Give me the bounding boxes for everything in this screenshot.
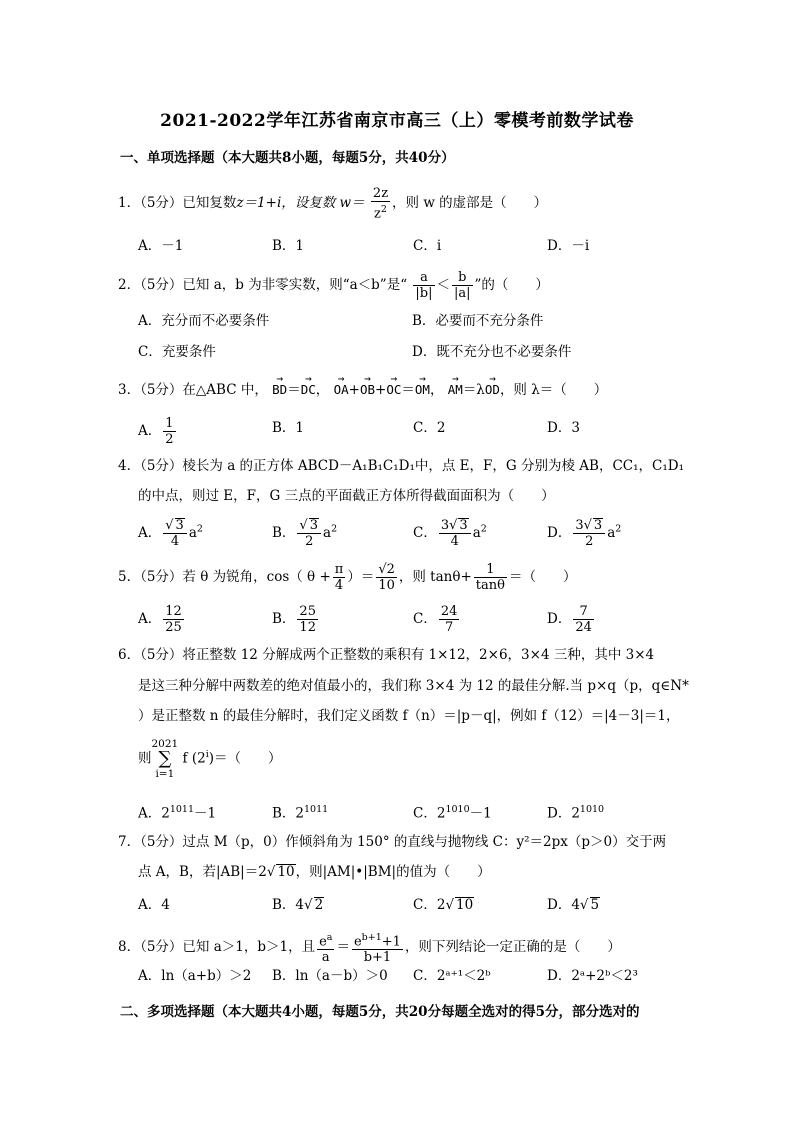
fraction: $\frac{e^{b+1}+1}{b+1}$ (353, 932, 401, 966)
vector: → OA (334, 380, 349, 400)
q5-option-d: D． $\frac{7}{24}$ (547, 604, 592, 635)
q6-option-c: C．$2^{1010}-1$ (413, 804, 492, 822)
q3-option-b: B．1 (272, 420, 305, 436)
fraction: $\frac{2z}{z^2}$ (372, 186, 389, 222)
question-5-stem: 5．（5分）若 θ 为锐角，cos（ θ + $\frac{\pi}{4}$ ）＝ $\frac{√2}{10}$ ，则 tanθ+ $\frac{1}{\tan\theta}$ ＝（ ） (118, 562, 577, 593)
fraction: $\frac{7}{24}$ (575, 604, 592, 635)
section-heading-multiple-choice: 二、多项选择题（本大题共4小题，每题5分，共20分每题全选对的得5分，部分选对的 (120, 1004, 640, 1020)
q7-option-c: C．2√ 10 (413, 895, 474, 915)
exam-title: 2021-2022学年江苏省南京市高三（上）零模考前数学试卷 (160, 111, 634, 131)
fraction: $\frac{√2}{10}$ (378, 562, 395, 593)
fraction: √ $\frac{3}{2}$ (297, 518, 321, 549)
q7-option-b: B．4√ 2 (272, 895, 324, 915)
vector: → BD (272, 380, 287, 400)
q6-option-d: D．$2^{1010}$ (547, 804, 605, 822)
question-6-line-4: 则2021 ∑ i=1 f $(2^i)=$（ ） (138, 738, 282, 780)
vector: → OB (360, 380, 375, 400)
fraction: $\frac{3√ 3}{4}$ (439, 518, 471, 549)
vector: → OM (415, 380, 430, 400)
q1-option-c: C．i (413, 238, 442, 254)
question-1-stem: 1．（5分）已知复数z＝1+i，设复数 w＝ $\frac{2z}{z^2}$ ，则 w 的虚部是（ ） (118, 186, 548, 222)
fraction: $\frac{\pi}{4}$ (334, 562, 344, 593)
section-heading-single-choice: 一、单项选择题（本大题共8小题，每题5分，共40分） (120, 150, 455, 166)
q2-option-b: B．必要而不充分条件 (412, 313, 544, 329)
fraction: $\frac{a}{|b|}$ (415, 270, 433, 301)
question-6-line-3: ）是正整数 n 的最佳分解时，我们定义函数 f（n）＝|p－q|，例如 f（12）＝|4－3|＝1， (138, 708, 680, 724)
q4-option-c: C． $\frac{3√ 3}{4}$ $a^2$ (413, 518, 487, 549)
vector: → OD (485, 380, 500, 400)
q3-option-c: C．2 (413, 420, 446, 436)
question-3-stem: 3．（5分）在△ABC 中， → BD＝→ DC， → OA+→ OB+→ OC＝→ OM， → AM＝λ→ OD，则 λ＝（ ） (118, 380, 607, 400)
q8-option-a: A．ln（a+b）＞2 (138, 968, 252, 984)
q5-option-a: A． $\frac{12}{25}$ (138, 604, 182, 635)
vector: → AM (448, 380, 463, 400)
q2-option-d: D．既不充分也不必要条件 (412, 344, 572, 360)
vector: → OC (386, 380, 401, 400)
q6-option-b: B．$2^{1011}$ (272, 804, 329, 822)
q2-option-a: A．充分而不必要条件 (138, 313, 270, 329)
q7-option-a: A．4 (138, 897, 170, 913)
q1-option-b: B．1 (272, 238, 305, 254)
fraction: $\frac{3√ 3}{2}$ (573, 518, 605, 549)
question-6-line-1: 6．（5分）将正整数 12 分解成两个正整数的乘积有 1×12，2×6，3×4 三种，其中 3×4 (118, 647, 655, 663)
fraction: $\frac{1}{2}$ (165, 416, 174, 447)
fraction: $\frac{b}{|a|}$ (454, 270, 471, 301)
fraction: $\frac{24}{7}$ (440, 604, 458, 635)
fraction: $\frac{12}{25}$ (165, 604, 182, 635)
question-7-line-2: 点 A，B，若|AB|＝2√ 10，则|AM|•|BM|的值为（ ） (138, 862, 491, 882)
q4-option-b: B． √ $\frac{3}{2}$ $a^2$ (272, 518, 337, 549)
q5-option-c: C． $\frac{24}{7}$ (413, 604, 458, 635)
question-4-line-2: 的中点，则过 E，F，G 三点的平面截正方体所得截面面积为（ ） (138, 488, 555, 504)
question-7-line-1: 7．（5分）过点 M（p，0）作倾斜角为 150° 的直线与抛物线 C：y²＝2px（p＞0）交于两 (118, 834, 667, 850)
fraction: $\frac{e^a}{a}$ (319, 932, 333, 966)
q5-option-b: B． $\frac{25}{12}$ (272, 604, 316, 635)
q8-option-d: D．2ᵃ+2ᵇ＜2³ (547, 968, 638, 984)
q6-option-a: A．$2^{1011}-1$ (138, 804, 217, 822)
summation: 2021 ∑ i=1 (151, 738, 179, 780)
q4-option-a: A． √ $\frac{3}{4}$ $a^2$ (138, 518, 203, 549)
q1-option-d: D．－i (547, 238, 590, 254)
q3-option-d: D．3 (547, 420, 580, 436)
q4-option-d: D． $\frac{3√ 3}{2}$ $a^2$ (547, 518, 621, 549)
q8-option-c: C．2ᵃ⁺¹＜2ᵇ (413, 968, 491, 984)
q7-option-d: D．4√ 5 (547, 895, 600, 915)
question-2-stem: 2．（5分）已知 a，b 为非零实数，则“a＜b”是“ $\frac{a}{|b|}$ ＜ $\frac{b}{|a|}$ ”的（ ） (118, 270, 549, 301)
q2-option-c: C．充要条件 (138, 344, 216, 360)
fraction: $\frac{25}{12}$ (299, 604, 316, 635)
q1-option-a: A．－1 (138, 238, 184, 254)
question-4-line-1: 4．（5分）棱长为 a 的正方体 ABCD－A₁B₁C₁D₁中，点 E，F，G 分别为棱 AB，CC₁，C₁D₁ (118, 458, 684, 474)
fraction: √ $\frac{3}{4}$ (163, 518, 187, 549)
fraction: $\frac{1}{\tan\theta}$ (475, 562, 505, 593)
q8-option-b: B．ln（a－b）＞0 (272, 968, 388, 984)
question-6-line-2: 是这三种分解中两数差的绝对值最小的，我们称 3×4 为 12 的最佳分解.当 p×q（p，q∈N* (138, 678, 689, 694)
q3-option-a: A． $\frac{1}{2}$ (138, 416, 174, 447)
question-8-stem: 8．（5分）已知 a＞1，b＞1，且 $\frac{e^a}{a}$ ＝ $\frac{e^{b+1}+1}{b+1}$ ，则下列结论一定正确的是（ ） (118, 932, 621, 966)
vector: → DC (301, 380, 316, 400)
